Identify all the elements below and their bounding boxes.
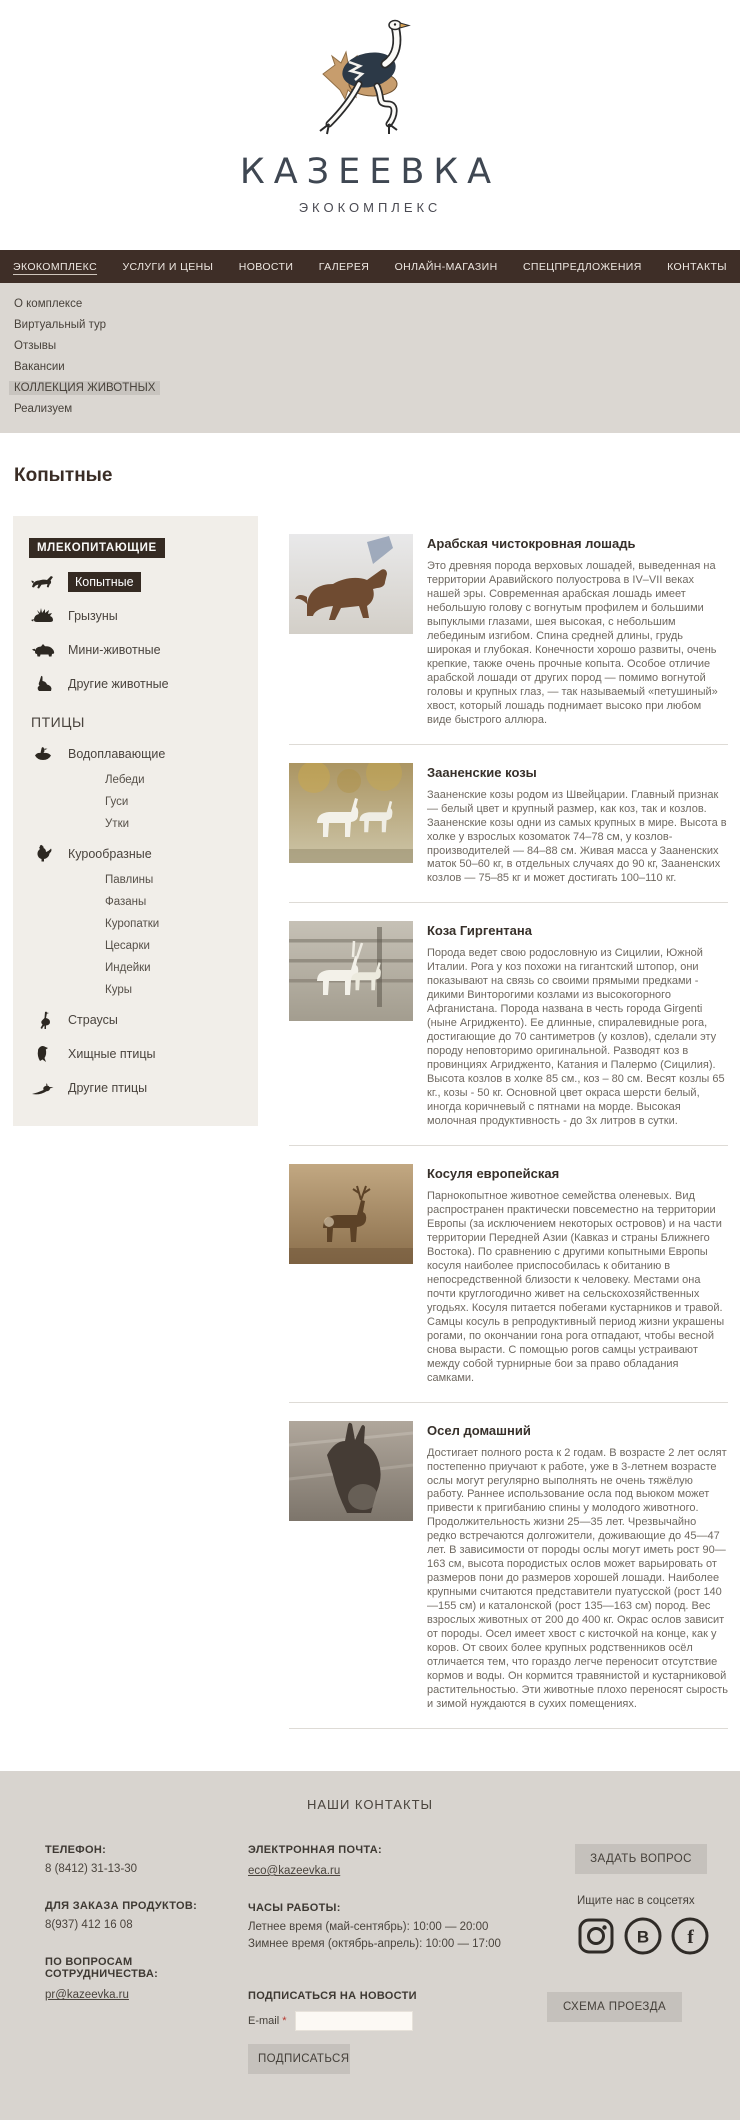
rabbit-icon — [29, 674, 59, 694]
sidebar-item-waterfowl[interactable] — [29, 744, 258, 764]
social-row — [576, 1916, 710, 1956]
sidebar-subitem-turkeys[interactable]: Индейки — [105, 962, 151, 974]
sidebar-item-label: Другие птицы — [68, 1081, 148, 1095]
ostrich-logo — [0, 12, 740, 150]
submenu-item-label: Виртуальный тур — [14, 318, 106, 331]
sidebar-subitem-ducks[interactable]: Утки — [105, 818, 130, 830]
sidebar-item-ostriches[interactable] — [29, 1010, 258, 1030]
duck-icon — [29, 744, 59, 764]
animal-card-body — [427, 1421, 728, 1712]
sidebar-item-label: Мини-животные — [68, 643, 161, 657]
girgentana-photo — [289, 921, 413, 1021]
sidebar-item-other-animals[interactable] — [29, 674, 258, 694]
submenu-item-label: КОЛЛЕКЦИЯ ЖИВОТНЫХ — [9, 381, 160, 395]
orders-block — [45, 1900, 248, 1934]
sidebar — [13, 516, 258, 1126]
animal-description: Парнокопытное животное семейства оленевых. Вид распространен практически повсеместно на территории Европы (за исключением некоторых островов) и на части территории Передней Азии (Кавказ и страны Ближнего Востока). По сравнению с другими копытными Европы косуля наиболее приспособилась к обитанию в непосредственной близости к человеку. Местами она почти круглогодично живет на сельскохозяйственных угодьях. Косуля питается побегами кустарников и травой. Самцы косуль в репродуктивный период жизни украшены рогами, по окончании гона рога отпадают, чтобы весной снова вырасти. С помощью рогов самцы устраивают между собой турнирные бои за право обладания самками. — [427, 1190, 725, 1384]
social-label: Ищите нас в соцсетях — [577, 1894, 695, 1907]
email-link[interactable]: eco@kazeevka.ru — [248, 1864, 341, 1877]
sidebar-subitem-partridges[interactable]: Куропатки — [105, 918, 160, 930]
submenu-item-for-sale[interactable] — [0, 398, 740, 419]
nav-item-contacts[interactable]: КОНТАКТЫ — [667, 260, 727, 273]
subscribe-row — [248, 2011, 545, 2031]
horse-icon — [29, 572, 59, 592]
sidebar-item-label: Другие животные — [68, 677, 169, 691]
phone-number: 8 (8412) 31-13-30 — [45, 1862, 138, 1875]
email-field-label-text: E-mail — [248, 2014, 280, 2027]
instagram-icon[interactable] — [576, 1916, 616, 1956]
submenu-item-reviews[interactable] — [0, 335, 740, 356]
sidebar-subitem-geese[interactable]: Гуси — [105, 796, 129, 808]
subscribe-email-input[interactable] — [295, 2011, 413, 2031]
footer — [0, 1771, 740, 2120]
nav-item-gallery[interactable]: ГАЛЕРЕЯ — [318, 260, 370, 273]
submenu-item-label: О комплексе — [14, 297, 83, 310]
animal-card-arabian-horse — [289, 516, 728, 745]
nav-item-news[interactable]: НОВОСТИ — [238, 260, 294, 273]
subscribe-button[interactable]: ПОДПИСАТЬСЯ — [248, 2044, 350, 2074]
submenu-item-animal-collection[interactable] — [0, 377, 740, 398]
working-hours-label: ЧАСЫ РАБОТЫ: — [248, 1902, 341, 1915]
cooperation-email-link[interactable]: pr@kazeevka.ru — [45, 1989, 129, 2002]
sidebar-item-label: Хищные птицы — [68, 1047, 156, 1061]
animal-card-roe-deer — [289, 1146, 728, 1403]
sidebar-item-galliformes[interactable] — [29, 844, 258, 864]
animal-description: Зааненские козы родом из Швейцарии. Главный признак — белый цвет и крупный размер, как коз, так и козлов. Зааненские козы одни из самых крупных в мире. Высота в холке у взрослых козоматок 74–78 см, у козлов-производителей — 84–88 см. Живая масса у Зааненских маток 50–60 кг, в отдельных случаях до 90 кг, Зааненских козлов — 75–85 кг и может достигать 100–110 кг. — [427, 788, 727, 885]
orders-phone: 8(937) 412 16 08 — [45, 1919, 133, 1932]
sidebar-item-raptors[interactable] — [29, 1044, 258, 1064]
vk-icon[interactable] — [623, 1916, 663, 1956]
animal-title: Арабская чистокровная лошадь — [427, 536, 636, 551]
animal-title: Зааненские козы — [427, 764, 537, 780]
sidebar-item-other-birds[interactable] — [29, 1078, 258, 1098]
cooperation-label: ПО ВОПРОСАМ СОТРУДНИЧЕСТВА: — [45, 1956, 159, 1981]
phone-label: ТЕЛЕФОН: — [45, 1843, 107, 1856]
pig-icon — [29, 640, 59, 660]
footer-grid — [0, 1844, 740, 2074]
footer-heading: НАШИ КОНТАКТЫ — [306, 1796, 434, 1812]
svg-text:f: f — [687, 1926, 694, 1948]
footer-contacts-column — [45, 1844, 248, 2074]
animal-card-body — [427, 534, 728, 728]
animal-card-saanen-goats — [289, 745, 728, 904]
footer-info-column — [248, 1844, 545, 2074]
porcupine-icon — [29, 606, 59, 626]
working-hours-line: Зимнее время (октябрь-апрель): 10:00 — 17:00 — [248, 1938, 501, 1951]
sidebar-section-header-mammals: МЛЕКОПИТАЮЩИЕ — [29, 538, 165, 558]
email-field-label — [248, 2015, 287, 2027]
sidebar-subitem-guineafowl[interactable]: Цесарки — [105, 940, 150, 952]
footer-actions-column — [545, 1844, 740, 2074]
email-block — [248, 1844, 545, 1880]
peacock-icon — [29, 1078, 59, 1098]
sidebar-item-label: Страусы — [68, 1013, 118, 1027]
submenu-item-virtual-tour[interactable] — [0, 314, 740, 335]
sidebar-item-label: Водоплавающие — [68, 747, 166, 761]
sidebar-subitem-swans[interactable]: Лебеди — [105, 774, 145, 786]
sidebar-subitem-peacocks[interactable]: Павлины — [105, 874, 154, 886]
subscribe-block — [248, 1990, 545, 2074]
animal-title: Косуля европейская — [427, 1166, 560, 1181]
animal-description: Это древняя порода верховых лошадей, выведенная на территории Аравийского полуострова в IV–VII веках нашей эры. Современная арабская лошадь имеет небольшую голову с вогнутым профилем и большими выпуклыми глазами, шея высокая, с небольшим лебединым изгибом. Спина средней длины, грудь широкая и глубокая. Конечности хорошо развиты, очень крепкие, также очень прочные копыта. Особое отличие арабской лошади от других пород — помимо вогнутой головы и крупных глаз, — так называемый «петушиный» хвост, который лошадь поднимает высоко при любом виде быстрого аллюра. — [427, 560, 718, 726]
submenu-item-vacancies[interactable] — [0, 356, 740, 377]
submenu-item-label: Отзывы — [14, 339, 57, 352]
nav-item-offers[interactable]: СПЕЦПРЕДЛОЖЕНИЯ — [522, 260, 642, 273]
working-hours-lines — [248, 1919, 545, 1954]
animal-card-donkey — [289, 1403, 728, 1729]
horse-photo — [289, 534, 413, 634]
main-nav — [0, 250, 740, 283]
animal-title: Коза Гиргентана — [427, 923, 532, 939]
animal-card-body — [427, 921, 728, 1129]
sidebar-item-label: Курообразные — [68, 847, 152, 861]
content-layout — [0, 516, 740, 1729]
required-asterisk: * — [282, 2014, 287, 2027]
deer-photo — [289, 1164, 413, 1264]
donkey-photo — [289, 1421, 413, 1521]
sidebar-section-header-birds: ПТИЦЫ — [31, 714, 85, 730]
submenu-item-about[interactable] — [0, 293, 740, 314]
subscribe-heading: ПОДПИСАТЬСЯ НА НОВОСТИ — [248, 1989, 417, 2002]
phone-block — [45, 1844, 248, 1878]
sidebar-item-label: Копытные — [68, 572, 141, 592]
nav-item-shop[interactable]: ОНЛАЙН-МАГАЗИН — [394, 260, 498, 273]
sidebar-item-mini-animals[interactable] — [29, 640, 258, 660]
animal-description: Достигает полного роста к 2 годам. В возрасте 2 лет ослят постепенно приучают к работе, уже в 3-летнем возрасте ослы могут регулярно выполнять не очень тяжёлую работу. Раннее использование осла под вьюком может привести к пригибанию спины у молодого животного. Продолжительность жизни 25—35 лет. Чрезвычайно редко встречаются долгожители, доживающие до 45—47 лет. В зависимости от породы ослы могут иметь рост 90—163 см, высота породистых ослов может варьировать от размеров пони до размеров хорошей лошади. Наиболее крупными считаются представители пуатусской (рост 140—155 см) и каталонской (рост 135—163 см) пород. Вес взрослых животных от 200 до 400 кг. Окрас ослов зависит от породы. Осел имеет хвост с кисточкой на конце, как у коров. От своих более крупных родственников осёл отличается тем, что гораздо легче переносит отсутствие кормов и воды. Он кормится травянистой и кустарниковой растительностью. Эти животные плохо переносят сырость и зимой нуждаются в сухих помещениях. — [427, 1446, 729, 1710]
route-map-button[interactable]: СХЕМА ПРОЕЗДА — [547, 1992, 682, 2022]
sidebar-item-label: Грызуны — [68, 609, 118, 623]
ask-question-button[interactable]: ЗАДАТЬ ВОПРОС — [575, 1844, 707, 1874]
working-hours-line: Летнее время (май-сентябрь): 10:00 — 20:00 — [248, 1921, 489, 1934]
cooperation-block — [45, 1956, 248, 2004]
nav-item-ecocomplex[interactable]: ЭКОКОМПЛЕКС — [13, 260, 98, 273]
submenu-item-label: Реализуем — [14, 402, 73, 415]
submenu-item-label: Вакансии — [14, 360, 65, 373]
page-title: Копытные — [14, 465, 113, 486]
goats-photo — [289, 763, 413, 863]
sidebar-subitem-pheasants[interactable]: Фазаны — [105, 896, 147, 908]
sidebar-subitem-chickens[interactable]: Куры — [105, 984, 132, 996]
ostrich-icon — [29, 1010, 59, 1030]
brand-tagline: ЭКОКОМПЛЕКС — [298, 200, 442, 215]
brand-name: КАЗЕЕВКА — [239, 152, 501, 192]
animal-card-body — [427, 1164, 728, 1386]
sidebar-item-hoofed[interactable] — [29, 572, 258, 592]
nav-item-services[interactable]: УСЛУГИ И ЦЕНЫ — [122, 260, 214, 273]
facebook-icon[interactable] — [670, 1916, 710, 1956]
eagle-icon — [29, 1044, 59, 1064]
articles-list — [289, 516, 728, 1729]
animal-card-girgentana-goat — [289, 903, 728, 1146]
site-header — [0, 0, 740, 250]
animal-card-body — [427, 763, 728, 887]
rooster-icon — [29, 844, 59, 864]
submenu — [0, 283, 740, 433]
animal-description: Порода ведет свою родословную из Сицилии, Южной Италии. Рога у коз похожи на гигантский штопор, они показывают на связь со своими прямыми предками - дикими Винторогими козлами из высокогорного Афганистана. Порода названа в честь города Girgenti (ныне Агридженто). Ее длинные, спиралевидные рога, достигающие до 70 сантиметров (у козлов), сделали эту породу неповторимо оригинальной. Разводят коз в провинциях Агридженто, Катания и Палермо (Сицилия). Высота козлов в холке 85 см., коз – 80 см. Весят козлы 65 кг., козы - 50 кг. Основной цвет окраса шерсти белый, иногда коричневый с пятнами на морде. Высокая молочная продуктивность - до 3х литров в сутки. — [427, 947, 725, 1128]
svg-text:В: В — [636, 1927, 650, 1947]
animal-title: Осел домашний — [427, 1422, 531, 1438]
email-label: ЭЛЕКТРОННАЯ ПОЧТА: — [248, 1843, 382, 1856]
orders-label: ДЛЯ ЗАКАЗА ПРОДУКТОВ: — [45, 1900, 198, 1913]
sidebar-item-rodents[interactable] — [29, 606, 258, 626]
